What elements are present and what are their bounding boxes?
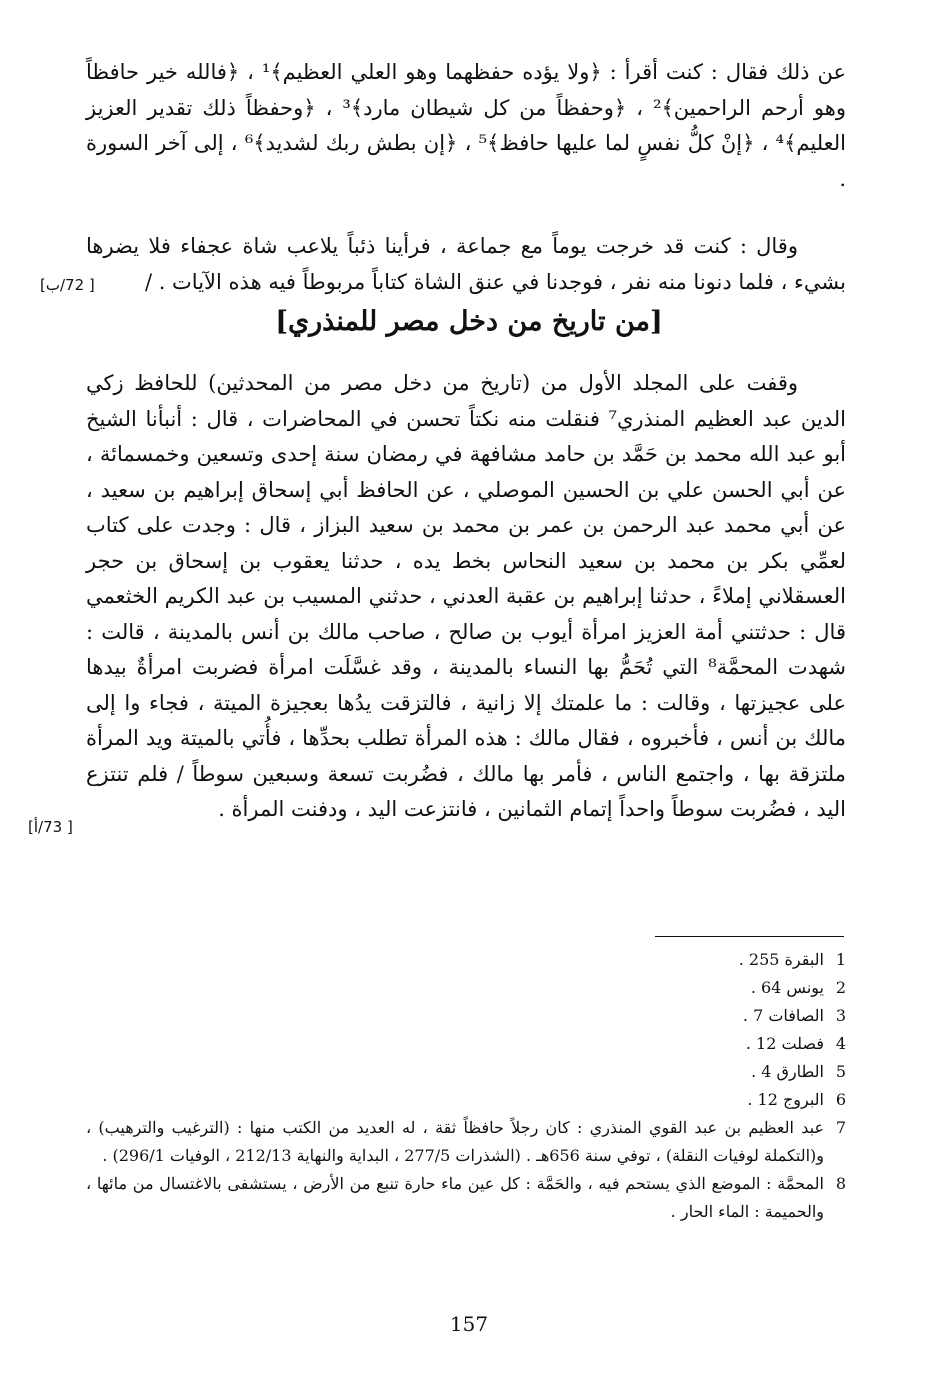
paragraph-text: وقال : كنت قد خرجت يوماً مع جماعة ، فرأينا ذئباً يلاعب شاة عجفاء فلا يضرها بشيء ، فلما دنونا منه نفر ، فوجدنا في عنق الشاة كتاباً مربوطاً فيه هذه الآيات . / [86, 234, 846, 294]
paragraph-wolf-story [86, 229, 846, 300]
footnote-item [86, 1002, 846, 1030]
footnote-text: المحمَّة : الموضع الذي يستحم فيه ، والحَمَّة : كل عين ماء حارة تنبع من الأرض ، يستشفى بالاغتسال من مائها ، والحميمة : الماء الحار . [86, 1174, 824, 1221]
paragraph-quran-verses [86, 55, 846, 197]
section-heading: [من تاريخ من دخل مصر للمنذري] [275, 306, 663, 337]
margin-folio-marker: [ 73/أ] [28, 818, 73, 836]
footnote-number: 8 [835, 1174, 846, 1193]
footnote-item [86, 1114, 846, 1170]
footnote-number: 3 [835, 1006, 846, 1025]
footnote-number: 6 [835, 1090, 846, 1109]
footnote-item [86, 1086, 846, 1114]
footnote-item [86, 1030, 846, 1058]
paragraph-text: عن ذلك فقال : كنت أقرأ : ﴿ولا يؤده حفظهما وهو العلي العظيم﴾¹ ، ﴿فالله خير حافظاً وهو أرحم الراحمين﴾² ، ﴿وحفظاً من كل شيطان مارد﴾³ ، ﴿وحفظاً ذلك تقدير العزيز العليم﴾⁴ ، ﴿إنْ كلُّ نفسٍ لما عليها حافظ﴾⁵ ، ﴿إن بطش ربك لشديد﴾⁶ ، إلى آخر السورة . [86, 60, 847, 191]
footnote-text: فصلت 12 . [745, 1034, 824, 1053]
footnote-number: 4 [835, 1034, 846, 1053]
footnote-text: البروج 12 . [747, 1090, 824, 1109]
footnote-number: 1 [835, 950, 846, 969]
footnote-item [86, 1170, 846, 1226]
paragraph-text: وقفت على المجلد الأول من (تاريخ من دخل مصر من المحدثين) للحافظ زكي الدين عبد العظيم المنذري⁷ فنقلت منه نكتاً تحسن في المحاضرات ، قال : أنبأنا الشيخ أبو عبد الله محمد بن حَمَّد بن حامد مشافهة في رمضان سنة إحدى وتسعين وخمسمائة ، عن أبي الحسن علي بن الحسين الموصلي ، عن الحافظ أبي إسحاق إبراهيم بن سعيد ، عن أبي محمد عبد الرحمن بن عمر بن محمد بن سعيد البزاز ، قال : وجدت على كتاب لعمِّي بكر بن محمد بن سعيد النحاس بخط يده ، حدثنا يعقوب بن إسحاق بن حجر العسقلاني إملاءً ، حدثنا إبراهيم بن عقبة العدني ، حدثني المسيب بن عبد الكريم الخثعمي قال : حدثتني أمة العزيز امرأة أيوب بن صالح ، صاحب مالك بن أنس بالمدينة ، قالت : شهدت المحمَّة⁸ التي تُحَمُّ بها النساء بالمدينة ، وقد غسَّلَت امرأة فضربت امرأةٌ بيدها على عجيزتها ، وقالت : ما علمتك إلا زانية ، فالتزقت يدُها بعجيزة الميتة ، فجاء وا إلى مالك بن أنس ، فأخبروه ، فقال مالك : هذه المرأة تطلب بحدِّها ، فأُتي بالميتة ويد المرأة ملتزقة بها ، واجتمع الناس ، فأمر بها مالك ، فضُربت تسعة وسبعين سوطاً / فلم تنتزع اليد ، فضُربت سوطاً واحداً إتمام الثمانين ، فانتزعت اليد ، ودفنت المرأة . [86, 371, 847, 821]
footnote-text: عبد العظيم بن عبد القوي المنذري : كان رجلاً حافظاً ثقة ، له العديد من الكتب منها : (الترغيب والترهيب) ، و(التكملة لوفيات النقلة) ، توفي سنة 656هـ . (الشذرات 277/5 ، البداية والنهاية 212/13 ، الوفيات 296/1) . [86, 1118, 824, 1165]
footnote-number: 5 [835, 1062, 846, 1081]
footnote-text: يونس 64 . [750, 978, 824, 997]
footnotes-list [86, 946, 846, 1226]
footnote-text: الصافات 7 . [742, 1006, 824, 1025]
margin-folio-marker: [ 72/ب] [40, 276, 95, 294]
footnote-divider [655, 936, 844, 937]
footnote-text: البقرة 255 . [738, 950, 824, 969]
footnote-item [86, 946, 846, 974]
page-number: 157 [449, 1312, 489, 1336]
footnote-item [86, 1058, 846, 1086]
footnote-text: الطارق 4 . [751, 1062, 824, 1081]
footnote-number: 7 [835, 1118, 846, 1137]
paragraph-history-excerpt [86, 366, 846, 828]
footnote-item [86, 974, 846, 1002]
footnote-number: 2 [835, 978, 846, 997]
